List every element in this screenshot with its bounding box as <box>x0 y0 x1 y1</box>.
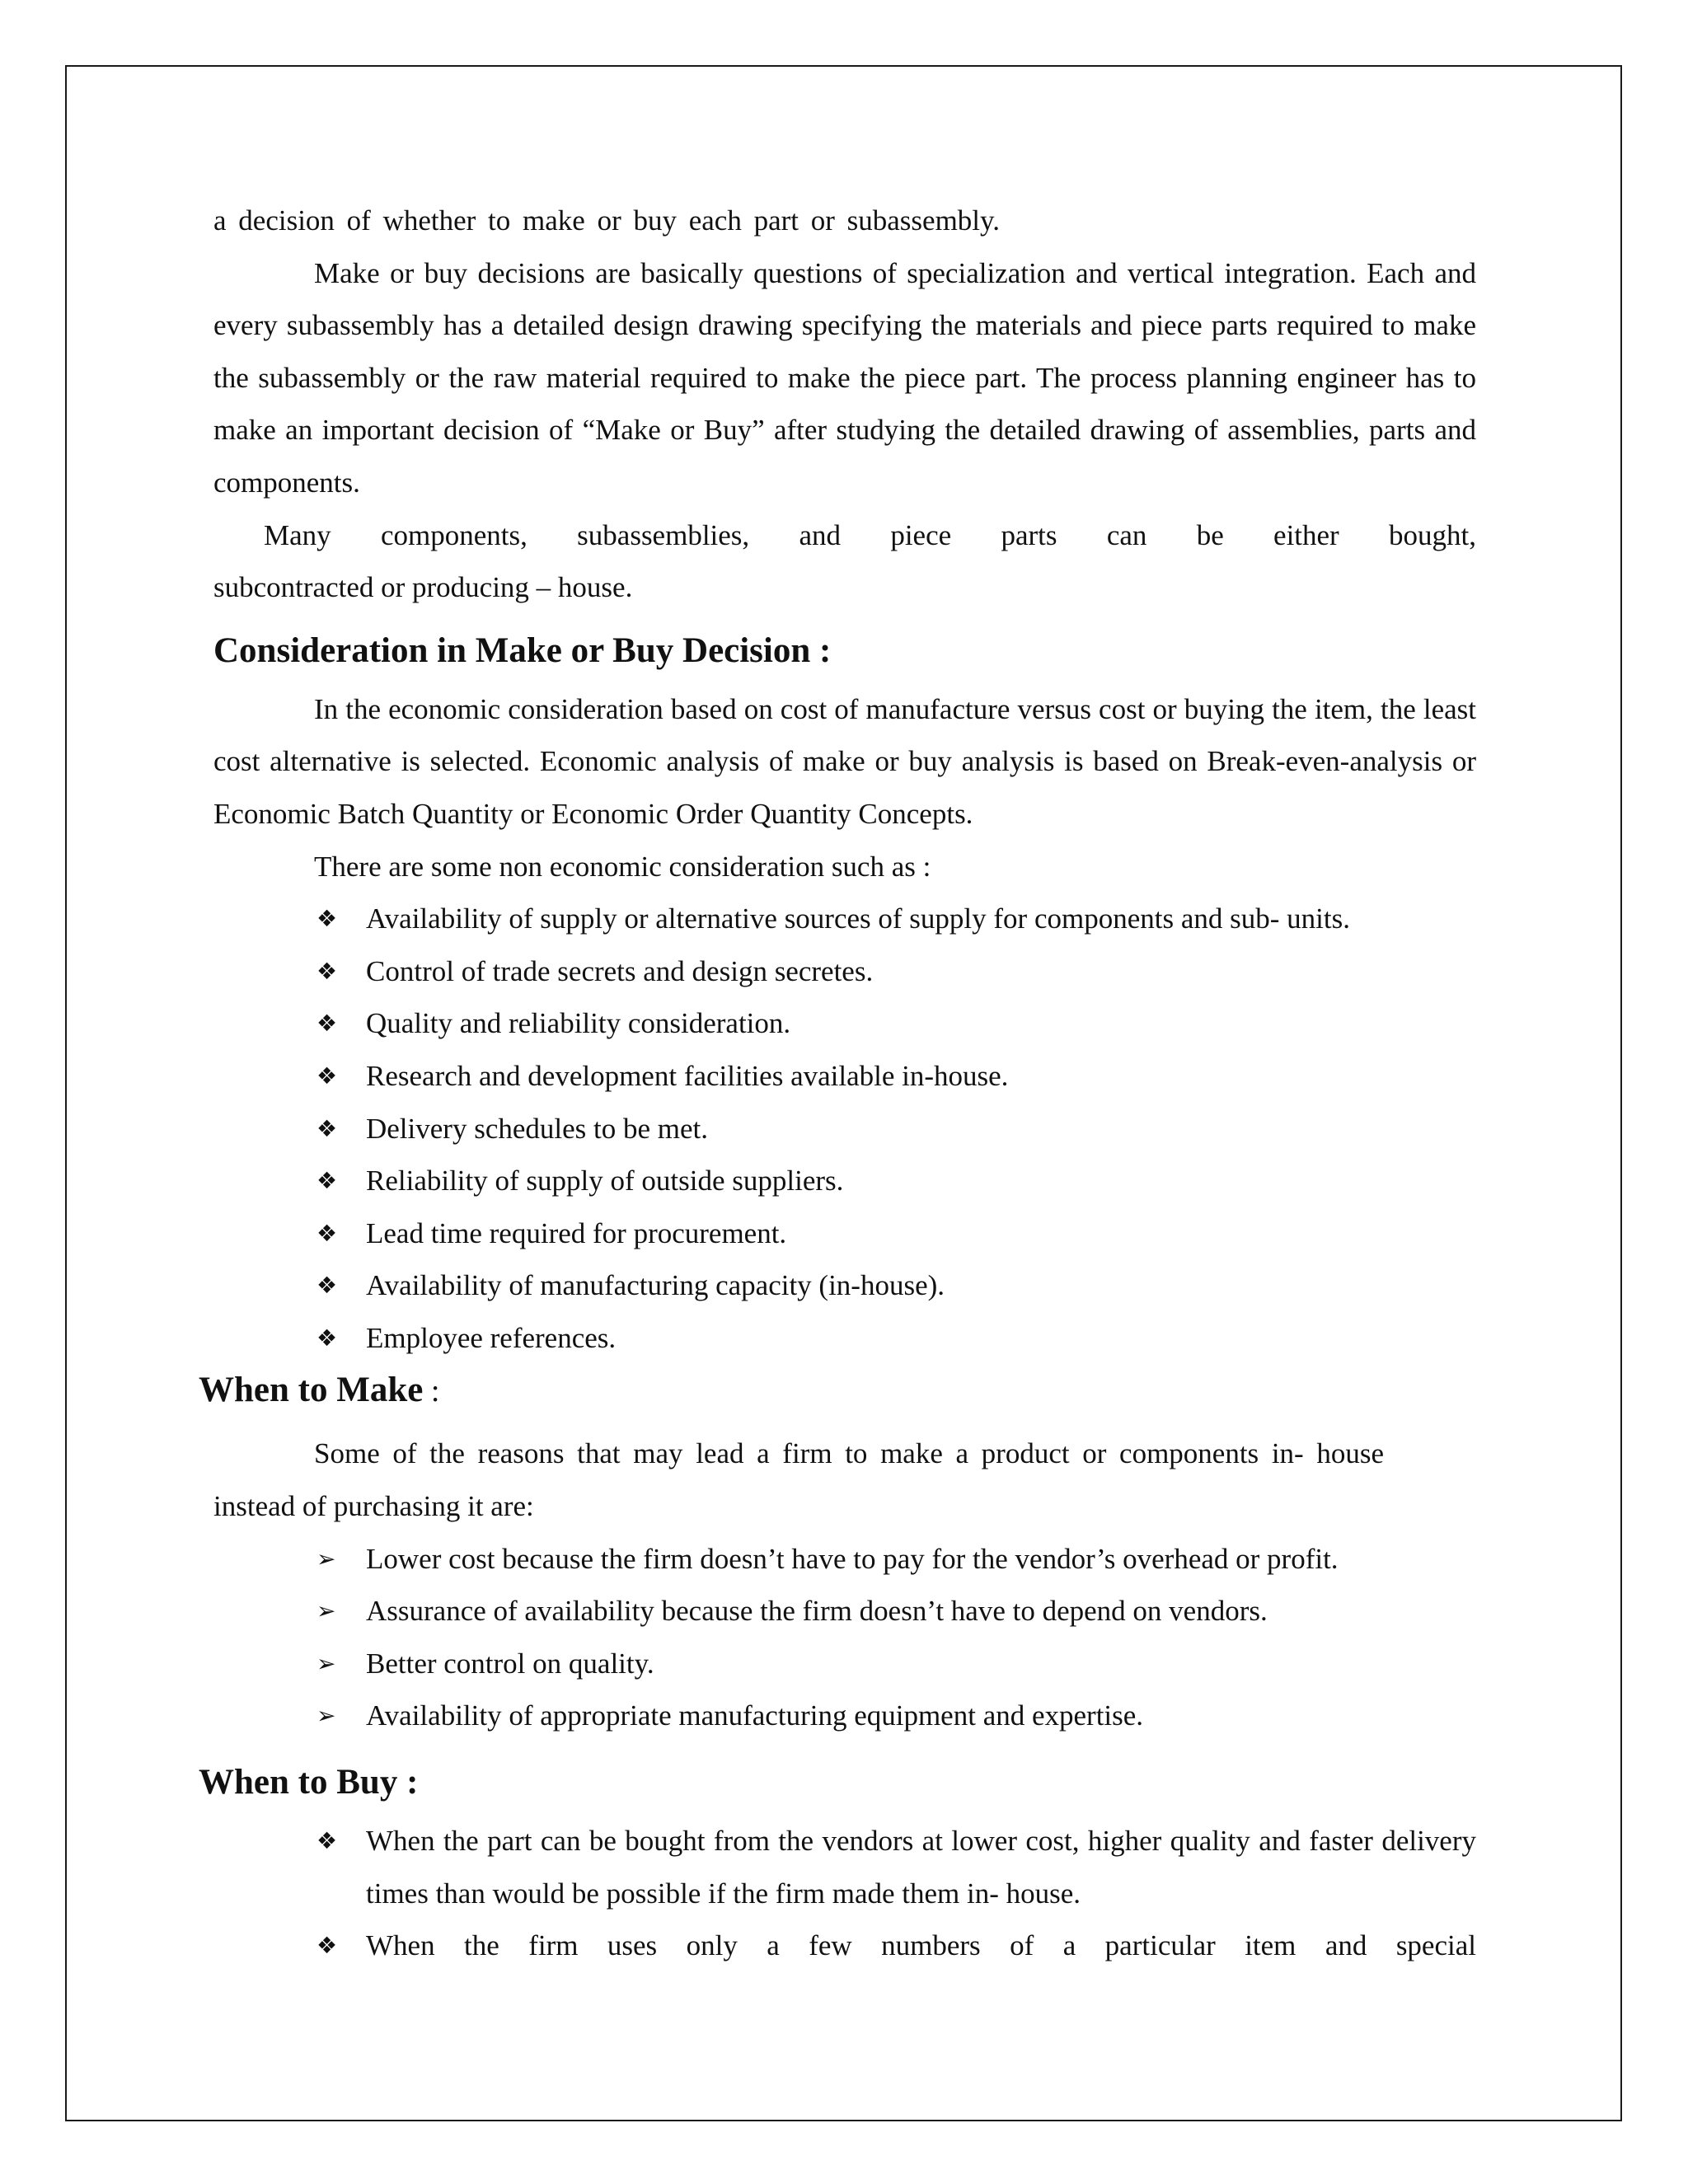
diamond-bullet-icon: ❖ <box>316 1324 338 1352</box>
list-item-text: Availability of appropriate manufacturing equipment and expertise. <box>366 1699 1144 1732</box>
list-item <box>316 1533 1476 1586</box>
when-to-make-intro-2: instead of purchasing it are: <box>213 1490 534 1523</box>
consideration-heading: Consideration in Make or Buy Decision : <box>213 630 832 670</box>
list-item <box>316 1638 1476 1690</box>
document-body <box>199 194 1476 1972</box>
list-item-text: When the part can be bought from the vendors at lower cost, higher quality and faster delivery times than would be possible if the firm made them in- house. <box>366 1825 1476 1910</box>
list-item-text: Availability of manufacturing capacity (in-house). <box>366 1269 945 1302</box>
list-item-text: Delivery schedules to be met. <box>366 1112 709 1145</box>
arrow-bullet-icon: ➢ <box>316 1649 336 1677</box>
list-item <box>316 893 1476 945</box>
diamond-bullet-icon: ❖ <box>316 1062 338 1090</box>
diamond-bullet-icon: ❖ <box>316 1167 338 1195</box>
when-to-buy-list <box>213 1815 1476 1972</box>
diamond-bullet-icon: ❖ <box>316 1272 338 1300</box>
list-item-text: Availability of supply or alternative sources of supply for components and sub- units. <box>366 902 1350 935</box>
arrow-bullet-icon: ➢ <box>316 1597 336 1625</box>
list-item <box>316 945 1476 998</box>
list-item <box>316 1259 1476 1312</box>
diamond-bullet-icon: ❖ <box>316 1932 338 1960</box>
non-economic-list <box>213 893 1476 1364</box>
economic-consideration-paragraph: In the economic consideration based on cost of manufacture versus cost or buying the item, the least cost alternative is selected. Economic analysis of make or buy analysis is based on Break-even-analysis or Economic Batch Quantity or Economic Order Quantity Concepts. <box>213 692 1476 830</box>
when-to-buy-heading: When to Buy : <box>199 1763 419 1802</box>
list-item <box>316 1155 1476 1207</box>
continuation-paragraph: a decision of whether to make or buy each part or subassembly. <box>213 204 1001 237</box>
list-item-text: Quality and reliability consideration. <box>366 1007 791 1040</box>
diamond-bullet-icon: ❖ <box>316 1010 338 1038</box>
list-item-text: Employee references. <box>366 1321 617 1354</box>
list-item <box>316 1050 1476 1103</box>
when-to-make-heading <box>199 1364 1476 1418</box>
diamond-bullet-icon: ❖ <box>316 957 338 985</box>
list-item-text: When the firm uses only a few numbers of a particular item and special <box>366 1929 1476 1962</box>
when-to-make-heading-text: When to Make <box>199 1371 424 1410</box>
list-item-text: Assurance of availability because the firm doesn’t have to depend on vendors. <box>366 1595 1268 1628</box>
list-item <box>316 997 1476 1050</box>
list-item-text: Research and development facilities available in-house. <box>366 1059 1009 1092</box>
list-item-text: Reliability of supply of outside suppliers. <box>366 1165 844 1197</box>
diamond-bullet-icon: ❖ <box>316 905 338 933</box>
list-item-text: Control of trade secrets and design secretes. <box>366 954 874 987</box>
list-item-text: Better control on quality. <box>366 1647 654 1680</box>
arrow-bullet-icon: ➢ <box>316 1544 336 1572</box>
list-item <box>316 1585 1476 1638</box>
list-item <box>316 1312 1476 1365</box>
when-to-make-heading-suffix: : <box>423 1374 440 1409</box>
diamond-bullet-icon: ❖ <box>316 1114 338 1142</box>
list-item-text: Lead time required for procurement. <box>366 1216 787 1249</box>
diamond-bullet-icon: ❖ <box>316 1219 338 1247</box>
arrow-bullet-icon: ➢ <box>316 1702 336 1730</box>
when-to-make-list <box>213 1533 1476 1742</box>
make-or-buy-paragraph: Make or buy decisions are basically questions of specialization and vertical integration. Each and every subassembly has a detailed design drawing specifying the materials and piece parts required to make the subassembly or the raw material required to make the piece part. The process planning engineer has to make an important decision of “Make or Buy” after studying the detailed drawing of assemblies, parts and components. <box>213 256 1476 499</box>
list-item <box>316 1815 1476 1919</box>
list-item-text: Lower cost because the firm doesn’t have to pay for the vendor’s overhead or profit. <box>366 1542 1339 1575</box>
diamond-bullet-icon: ❖ <box>316 1827 338 1855</box>
list-item <box>316 1103 1476 1155</box>
many-components-line: Many components, subassemblies, and piece parts can be either bought, <box>264 518 1476 551</box>
list-item <box>316 1919 1476 1972</box>
when-to-make-intro: Some of the reasons that may lead a firm to make a product or components in- house <box>314 1437 1384 1470</box>
many-components-line-2: subcontracted or producing – house. <box>213 571 633 604</box>
list-item <box>316 1690 1476 1742</box>
non-economic-intro: There are some non economic consideration such as : <box>314 850 931 883</box>
list-item <box>316 1207 1476 1260</box>
